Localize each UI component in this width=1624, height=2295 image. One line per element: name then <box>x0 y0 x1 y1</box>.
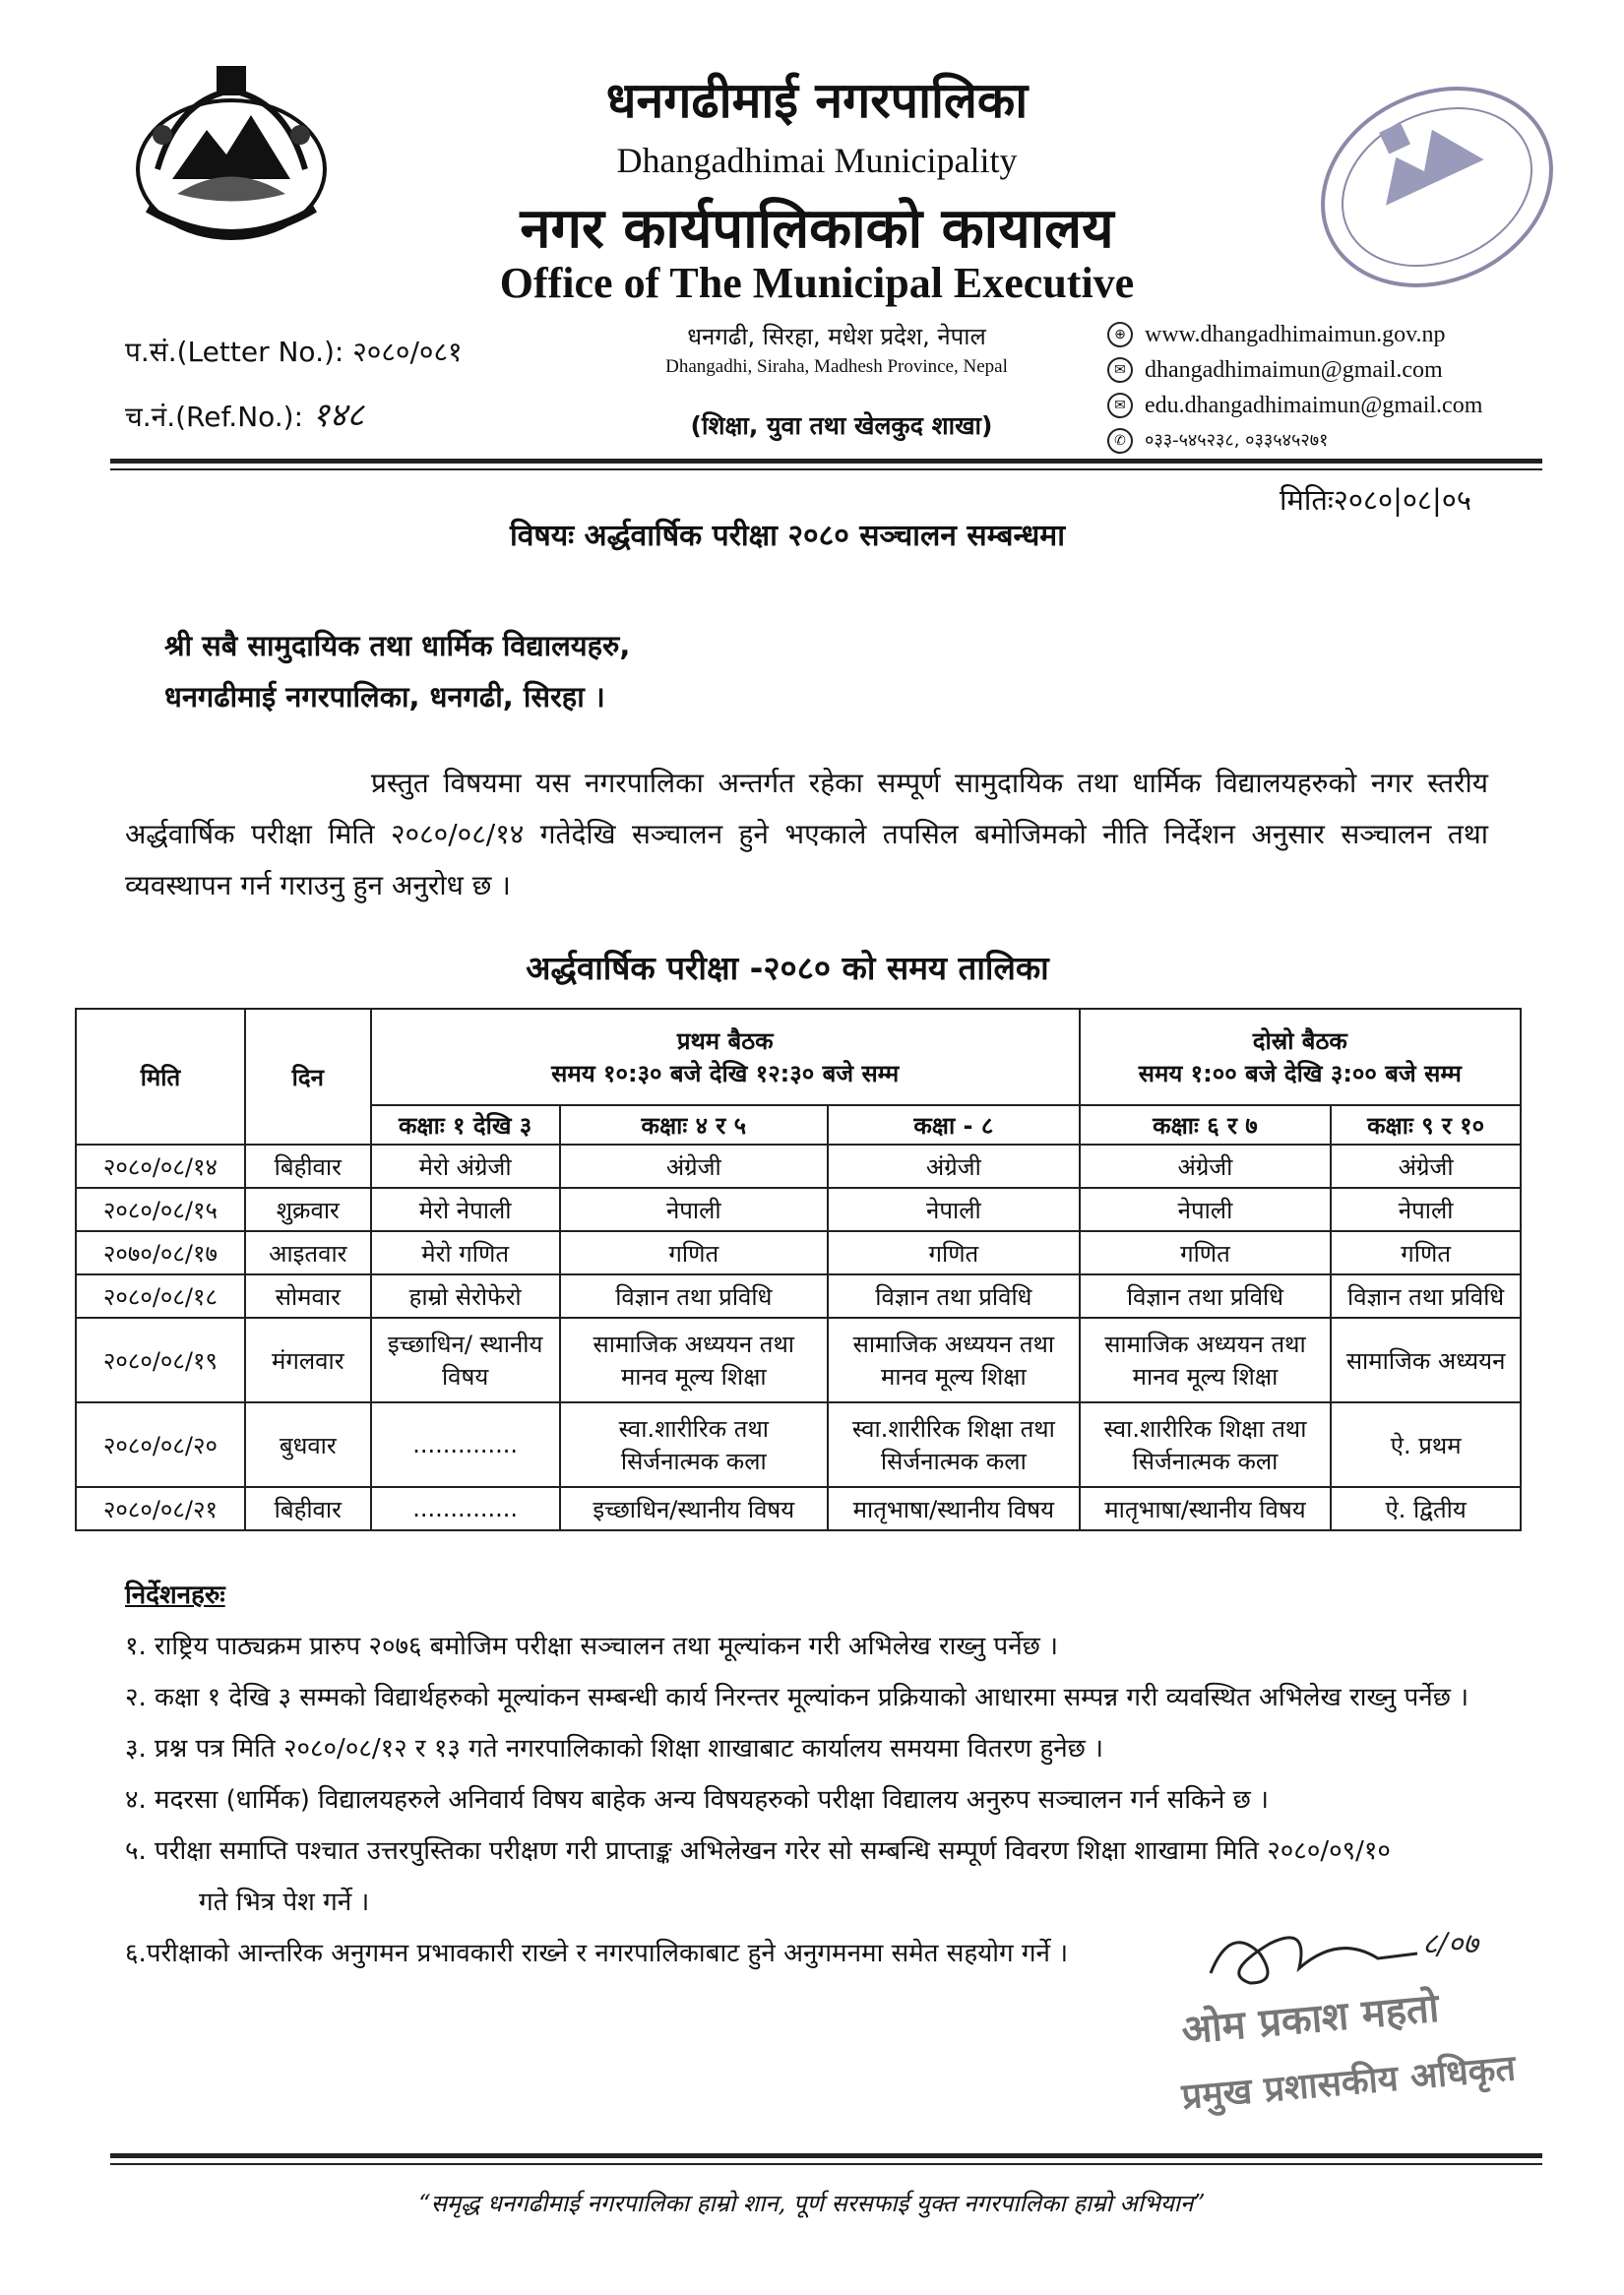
table-row <box>76 1318 1521 1402</box>
subject-cell: सामाजिक अध्ययन तथा मानव मूल्य शिक्षा <box>828 1318 1080 1402</box>
grade-header: कक्षाः १ देखि ३ <box>371 1105 560 1145</box>
subject-cell: अंग्रेजी <box>1331 1145 1521 1188</box>
subject-cell: अंग्रेजी <box>828 1145 1080 1188</box>
grade-header: कक्षाः ६ र ७ <box>1080 1105 1332 1145</box>
subject-cell: गणित <box>1080 1231 1332 1274</box>
instruction-item: १. राष्ट्रिय पाठ्यक्रम प्रारुप २०७६ बमोजिम परीक्षा सञ्चालन तथा मूल्यांकन गरी अभिलेख राख्नु पर्नेछ । <box>125 1632 1058 1661</box>
first-sitting-label: प्रथम बैठक <box>676 1027 774 1055</box>
subject-cell: नेपाली <box>1331 1188 1521 1231</box>
subject-cell: .............. <box>371 1487 560 1530</box>
subject-cell: स्वा.शारीरिक शिक्षा तथा सिर्जनात्मक कला <box>1080 1402 1332 1487</box>
subject-cell: .............. <box>371 1402 560 1487</box>
row-date: २०८०/०८/१९ <box>76 1318 245 1402</box>
footer-divider <box>110 2153 1542 2158</box>
row-date: २०८०/०८/१५ <box>76 1188 245 1231</box>
second-sitting-label: दोस्रो बैठक <box>1252 1027 1347 1055</box>
subject-cell: गणित <box>1331 1231 1521 1274</box>
header-divider-thin <box>110 468 1542 470</box>
grade-header: कक्षाः ४ र ५ <box>560 1105 829 1145</box>
row-day: बिहीवार <box>245 1145 371 1188</box>
ref-number-value: १४८ <box>311 396 364 435</box>
address-nepali: धनगढी, सिरहा, मधेश प्रदेश, नेपाल <box>687 323 986 350</box>
municipality-name-nepali: धनगढीमाई नगरपालिका <box>605 71 1029 129</box>
instruction-item: ५. परीक्षा समाप्ति पश्चात उत्तरपुस्तिका परीक्षण गरी प्राप्ताङ्क अभिलेखन गरेर सो सम्बन्धि सम्पूर्ण विवरण शिक्षा शाखामा मिति २०८०/०९/१० <box>125 1836 1391 1866</box>
first-sitting-time: समय १०:३० बजे देखि १२:३० बजे सम्म <box>551 1060 900 1087</box>
footer-slogan: “समृद्ध धनगढीमाई नगरपालिका हाम्रो शान, पूर्ण सरसफाई युक्त नगरपालिका हाम्रो अभियान” <box>418 2190 1206 2217</box>
table-row <box>76 1402 1521 1487</box>
mail-icon: ✉ <box>1107 357 1133 383</box>
subject-cell: सामाजिक अध्ययन <box>1331 1318 1521 1402</box>
subject-cell: अंग्रेजी <box>1080 1145 1332 1188</box>
subject-cell: विज्ञान तथा प्रविधि <box>1080 1274 1332 1318</box>
header-date: मिति <box>76 1009 245 1145</box>
instruction-item-continuation: गते भित्र पेश गर्ने । <box>199 1888 370 1917</box>
row-day: बिहीवार <box>245 1487 371 1530</box>
letter-number-label: प.सं.(Letter No.): <box>125 336 344 368</box>
office-seal-stamp <box>1304 74 1570 300</box>
subject-cell: स्वा.शारीरिक शिक्षा तथा सिर्जनात्मक कला <box>828 1402 1080 1487</box>
instruction-item: ३. प्रश्न पत्र मिति २०८०/०८/१२ र १३ गते नगरपालिकाको शिक्षा शाखाबाट कार्यालय समयमा वितरण हुनेछ । <box>125 1734 1104 1764</box>
subject-cell: गणित <box>828 1231 1080 1274</box>
body-paragraph: प्रस्तुत विषयमा यस नगरपालिका अन्तर्गत रहेका सम्पूर्ण सामुदायिक तथा धार्मिक विद्यालयहरुको नगर स्तरीय अर्द्धवार्षिक परीक्षा मिति २०८०/०८/१४ गतेदेखि सञ्चालन हुने भएकाले तपसिल बमोजिमको नीति निर्देशन अनुसार सञ्चालन तथा व्यवस्थापन गर्न गराउनु हुन अनुरोध छ । <box>125 767 1488 901</box>
subject-cell: स्वा.शारीरिक तथा सिर्जनात्मक कला <box>560 1402 829 1487</box>
subject-cell: अंग्रेजी <box>560 1145 829 1188</box>
header-divider <box>110 459 1542 464</box>
addressee-line-2: धनगढीमाई नगरपालिका, धनगढी, सिरहा । <box>164 680 605 713</box>
subject-cell: मेरो अंग्रेजी <box>371 1145 560 1188</box>
email-link-1[interactable]: dhangadhimaimun@gmail.com <box>1145 357 1443 383</box>
subject-cell: सामाजिक अध्ययन तथा मानव मूल्य शिक्षा <box>1080 1318 1332 1402</box>
subject-cell: नेपाली <box>560 1188 829 1231</box>
municipality-name-english: Dhangadhimai Municipality <box>616 141 1018 180</box>
grade-header: कक्षाः ९ र १० <box>1331 1105 1521 1145</box>
row-date: २०८०/०८/२१ <box>76 1487 245 1530</box>
row-day: शुक्रवार <box>245 1188 371 1231</box>
instruction-item: ६.परीक्षाको आन्तरिक अनुगमन प्रभावकारी राख्ने र नगरपालिकाबाट हुने अनुगमनमा समेत सहयोग गर्ने । <box>125 1939 1069 1968</box>
row-day: आइतवार <box>245 1231 371 1274</box>
letter-number <box>125 333 463 370</box>
row-day: बुधवार <box>245 1402 371 1487</box>
subject-cell: इच्छाधिन/स्थानीय विषय <box>560 1487 829 1530</box>
ref-number-label: च.नं.(Ref.No.): <box>125 401 304 433</box>
subject-cell: नेपाली <box>828 1188 1080 1231</box>
email-link-2[interactable]: edu.dhangadhimaimun@gmail.com <box>1145 393 1483 418</box>
instruction-item: २. कक्षा १ देखि ३ सम्मको विद्यार्थहरुको मूल्यांकन सम्बन्धी कार्य निरन्तर मूल्यांकन प्रक्रियाको आधारमा सम्पन्न गरी व्यवस्थित अभिलेख राख्नु पर्नेछ । <box>125 1683 1469 1712</box>
row-date: २०८०/०८/२० <box>76 1402 245 1487</box>
instruction-item: ४. मदरसा (धार्मिक) विद्यालयहरुले अनिवार्य विषय बाहेक अन्य विषयहरुको परीक्षा विद्यालय अनुरुप सञ्चालन गर्न सकिने छ । <box>125 1785 1270 1815</box>
timetable-title: अर्द्धवार्षिक परीक्षा -२०८० को समय तालिका <box>526 949 1049 987</box>
nepal-emblem-logo <box>118 61 344 248</box>
subject-cell: विज्ञान तथा प्रविधि <box>560 1274 829 1318</box>
table-row <box>76 1274 1521 1318</box>
office-name-nepali: नगर कार्यपालिकाको कायालय <box>520 196 1114 261</box>
phone-icon: ✆ <box>1107 428 1133 454</box>
subject-cell: विज्ञान तथा प्रविधि <box>1331 1274 1521 1318</box>
subject-cell: मेरो नेपाली <box>371 1188 560 1231</box>
header-first-sitting <box>371 1009 1080 1105</box>
header-second-sitting <box>1080 1009 1521 1105</box>
subject-cell: विज्ञान तथा प्रविधि <box>828 1274 1080 1318</box>
contact-info <box>1107 317 1482 459</box>
letter-subject: विषयः अर्द्धवार्षिक परीक्षा २०८० सञ्चालन सम्बन्धमा <box>509 519 1066 553</box>
signature-date: ८/०७ <box>1422 1927 1478 1961</box>
branch-name: (शिक्षा, युवा तथा खेलकुद शाखा) <box>690 411 993 440</box>
office-name-english: Office of The Municipal Executive <box>499 259 1135 307</box>
instructions-heading: निर्देशनहरुः <box>125 1581 225 1610</box>
table-row <box>76 1188 1521 1231</box>
footer-divider-thin <box>110 2163 1542 2165</box>
second-sitting-time: समय १:०० बजे देखि ३:०० बजे सम्म <box>1138 1060 1462 1087</box>
addressee <box>164 620 630 722</box>
address-english: Dhangadhi, Siraha, Madhesh Province, Nepal <box>665 356 1008 377</box>
row-date: २०८०/०८/१८ <box>76 1274 245 1318</box>
mail-icon: ✉ <box>1107 393 1133 418</box>
signatory-designation: प्रमुख प्रशासकीय अधिकृत <box>1180 2048 1518 2118</box>
addressee-line-1: श्री सबै सामुदायिक तथा धार्मिक विद्यालयहरु, <box>164 629 631 662</box>
exam-timetable <box>75 1008 1522 1531</box>
letter-date: मितिः२०८०|०८|०५ <box>1280 483 1471 517</box>
subject-cell: ऐ. द्वितीय <box>1331 1487 1521 1530</box>
subject-cell: इच्छाधिन/ स्थानीय विषय <box>371 1318 560 1402</box>
subject-cell: नेपाली <box>1080 1188 1332 1231</box>
reference-number <box>125 391 364 436</box>
table-row <box>76 1145 1521 1188</box>
grade-header: कक्षा - ८ <box>828 1105 1080 1145</box>
table-row <box>76 1231 1521 1274</box>
subject-cell: ऐ. प्रथम <box>1331 1402 1521 1487</box>
subject-cell: हाम्रो सेरोफेरो <box>371 1274 560 1318</box>
row-date: २०८०/०८/१४ <box>76 1145 245 1188</box>
letter-number-value: २०८०/०८१ <box>352 336 463 368</box>
row-day: मंगलवार <box>245 1318 371 1402</box>
row-date: २०७०/०८/१७ <box>76 1231 245 1274</box>
table-row <box>76 1487 1521 1530</box>
row-day: सोमवार <box>245 1274 371 1318</box>
subject-cell: गणित <box>560 1231 829 1274</box>
subject-cell: मातृभाषा/स्थानीय विषय <box>1080 1487 1332 1530</box>
subject-cell: मेरो गणित <box>371 1231 560 1274</box>
website-link[interactable]: www.dhangadhimaimun.gov.np <box>1145 322 1446 347</box>
subject-cell: मातृभाषा/स्थानीय विषय <box>828 1487 1080 1530</box>
header-day: दिन <box>245 1009 371 1145</box>
globe-icon: ⊕ <box>1107 322 1133 347</box>
subject-cell: सामाजिक अध्ययन तथा मानव मूल्य शिक्षा <box>560 1318 829 1402</box>
phone-number: ०३३-५४५२३८, ०३३५४५२७१ <box>1145 430 1329 451</box>
signatory-name: ओम प्रकाश महतो <box>1179 1985 1441 2054</box>
